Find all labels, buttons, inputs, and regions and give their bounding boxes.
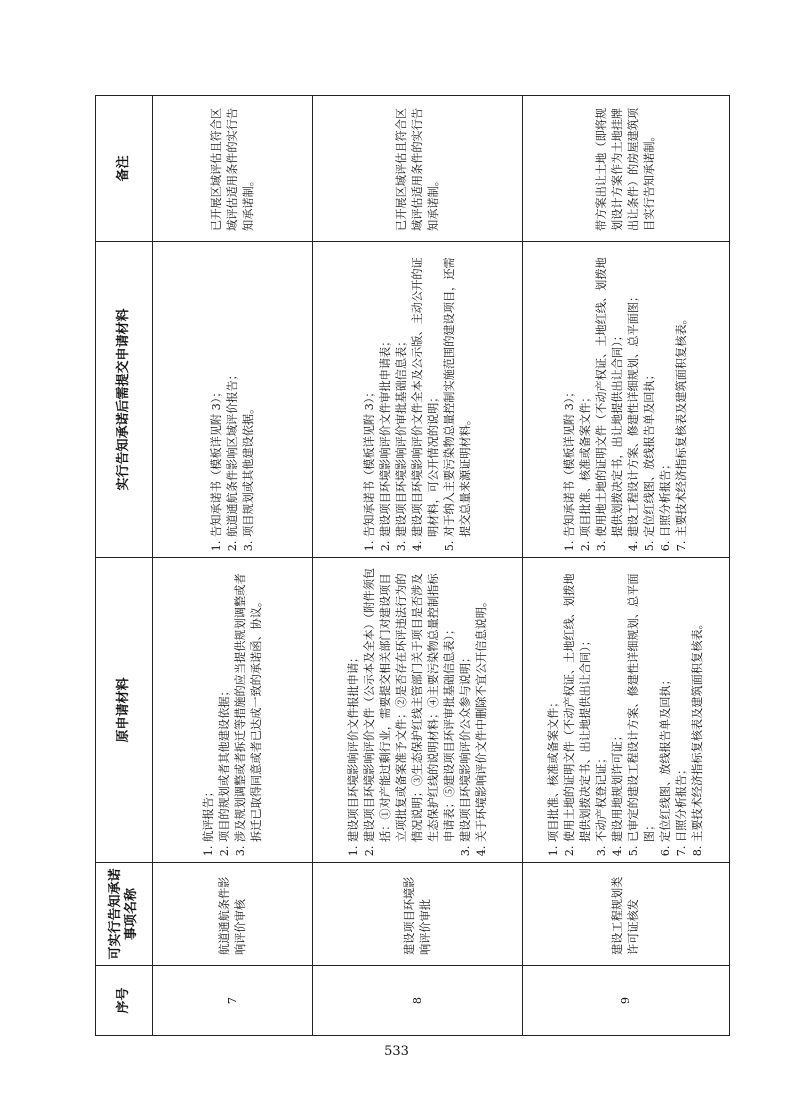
list-item: 3. 项目规划或其他建设依据。 bbox=[241, 248, 257, 537]
header-no: 序号 bbox=[96, 966, 153, 1036]
item-name: 航道通航条件影响评价审核 bbox=[153, 863, 313, 966]
list-item: 2. 建设项目环境影响评价文件（公示本及全本）（附件须包括：①对产能过剩行业，需要提交相关部门对建设项目立项批复或备案准予文件；②是否存在环评违法行为的情况说明；③生态保护红线主管部门关于项目是否涉及生态保护红线的说明材料；④主要污染物总量控制指标申请表；⑤建设项目环评审批基础信息表）； bbox=[362, 564, 458, 842]
item-name: 建设项目环境影响评价审批 bbox=[313, 863, 523, 966]
table-row bbox=[523, 96, 730, 1036]
list-item: 3. 不动产权登记证； bbox=[594, 564, 610, 842]
page-number: 533 bbox=[384, 1044, 409, 1059]
after-commitment-materials bbox=[313, 242, 523, 558]
original-materials bbox=[523, 558, 730, 863]
list-item: 7. 主要技术经济指标复核表及建筑面积复核表。 bbox=[674, 248, 690, 537]
list-item: 5. 定位红线图、放线报告单及回执； bbox=[642, 248, 658, 537]
list-item: 7. 日照分析报告； bbox=[674, 564, 690, 842]
list-item: 4. 建设项目环境影响评价文件全本及公示版、主动公开的证明材料，可公开情况的说明； bbox=[410, 248, 442, 537]
original-materials bbox=[313, 558, 523, 863]
header-note: 备注 bbox=[96, 96, 153, 242]
header-item-name: 可实行告知承诺事项名称 bbox=[96, 863, 153, 966]
list-item: 4. 建设用地规划许可证； bbox=[610, 564, 626, 842]
list-item: 1. 建设项目环境影响评价文件报批申请； bbox=[346, 564, 362, 842]
list-item: 1. 航评报告； bbox=[201, 564, 217, 842]
list-item: 1. 项目批准、核准或备案文件； bbox=[546, 564, 562, 842]
after-commitment-materials bbox=[153, 242, 313, 558]
list-item: 2. 使用土地的证明文件（不动产权证、土地红线、划拨地提供划拨决定书、出让地提供出让合同）； bbox=[562, 564, 594, 842]
list-item: 3. 使用地土地的证明文件（不动产权证、土地红线、划拨地提供划拨决定书，出让地提供出让合同）； bbox=[594, 248, 626, 537]
commitment-table bbox=[95, 95, 730, 1036]
list-item: 1. 告知承诺书（模板详见附 3）； bbox=[562, 248, 578, 537]
note: 带方案出让土地（即将规划设计方案作为土地挂牌出让条件）的房屋建筑项目实行告知承诺制。 bbox=[523, 96, 730, 242]
list-item: 2. 建设项目环境影响评价文件审批申请表； bbox=[378, 248, 394, 537]
list-item: 3. 建设项目环境影响评价审批基础信息表； bbox=[394, 248, 410, 537]
row-number: 9 bbox=[523, 966, 730, 1036]
list-item: 6. 定位红线图、放线报告单及回执； bbox=[658, 564, 674, 842]
header-original-materials: 原申请材料 bbox=[96, 558, 153, 863]
after-commitment-materials bbox=[523, 242, 730, 558]
note: 已开展区域评估且符合区域评估适用条件的实行告知承诺制。 bbox=[153, 96, 313, 242]
list-item: 6. 日照分析报告； bbox=[658, 248, 674, 537]
list-item: 3. 涉及规划调整或者拆迁等措施的应当提供规划调整或者拆迁已取得同意或者已达成一致的承诺函、协议。 bbox=[233, 564, 265, 842]
table-row bbox=[313, 96, 523, 1036]
table-row bbox=[153, 96, 313, 1036]
list-item: 8. 主要技术经济指标复核表及建筑面积复核表。 bbox=[690, 564, 706, 842]
list-item: 2. 航道通航条件影响区域评价报告； bbox=[225, 248, 241, 537]
list-item: 2. 项目的规划或者其他建设依据； bbox=[217, 564, 233, 842]
note: 已开展区域评估且符合区域评估适用条件的实行告知承诺制。 bbox=[313, 96, 523, 242]
list-item: 3. 建设项目环境影响评价公众参与说明； bbox=[458, 564, 474, 842]
list-item: 1. 告知承诺书（模板详见附 3）； bbox=[209, 248, 225, 537]
list-item: 5. 已审定的建设工程设计方案、修建性详细规划、总平面图； bbox=[626, 564, 658, 842]
header-after-commitment-materials: 实行告知承诺后需提交申请材料 bbox=[96, 242, 153, 558]
item-name: 建设工程规划类许可证核发 bbox=[523, 863, 730, 966]
list-item: 4. 建设工程设计方案、修建性详细规划、总平面图； bbox=[626, 248, 642, 537]
list-item: 5. 对于纳入主要污染物总量控制实施范围的建设项目，还需提交总量来源证明材料。 bbox=[442, 248, 474, 537]
row-number: 7 bbox=[153, 966, 313, 1036]
row-number: 8 bbox=[313, 966, 523, 1036]
rotated-table-container bbox=[95, 96, 724, 1036]
original-materials bbox=[153, 558, 313, 863]
list-item: 2. 项目批准、核准或备案文件； bbox=[578, 248, 594, 537]
list-item: 4. 关于环境影响评价文件中删除不宜公开信息说明。 bbox=[474, 564, 490, 842]
header-row bbox=[96, 96, 153, 1036]
list-item: 1. 告知承诺书（模板详见附 3）； bbox=[362, 248, 378, 537]
